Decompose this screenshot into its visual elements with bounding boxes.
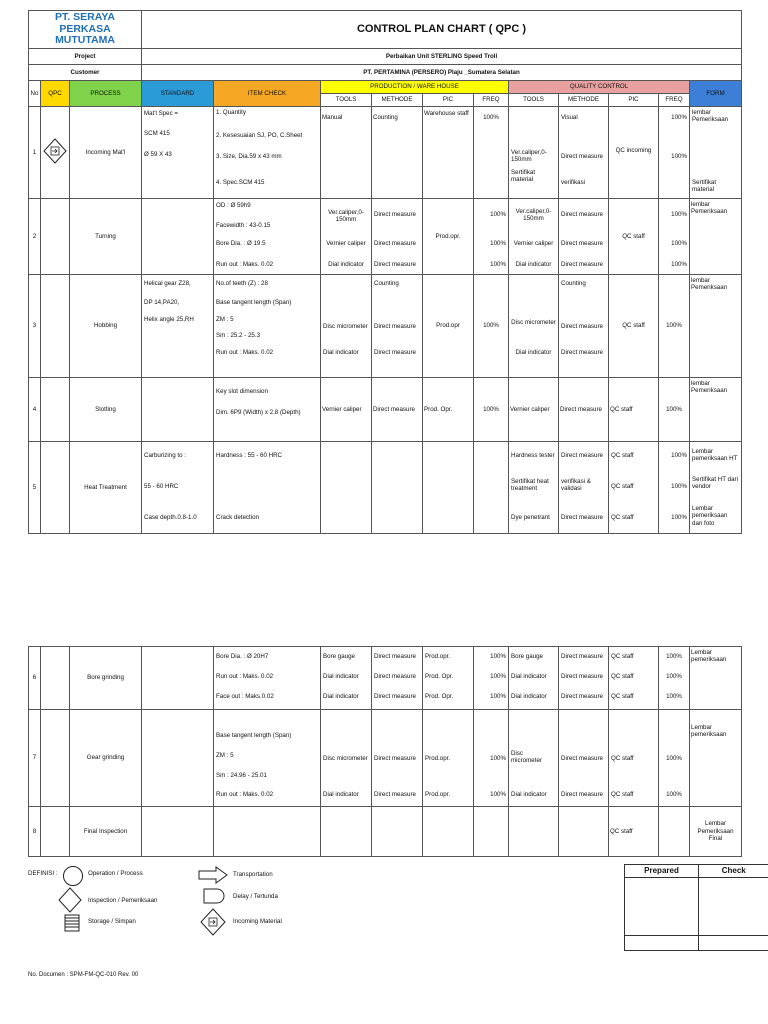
control-plan-table-bottom bbox=[28, 646, 742, 857]
project-value: Perbaikan Unit STERLING Speed Troll bbox=[142, 49, 742, 65]
transportation-arrow-icon bbox=[198, 866, 228, 884]
customer-label: Customer bbox=[29, 65, 142, 81]
document-number: No. Documen : SPM-FM-QC-010 Rev. 00 bbox=[28, 972, 139, 978]
col-form: FORM bbox=[690, 81, 742, 107]
table-row: 5 Heat Treatment Carburizing to : 55 - 60 HRC Case depth.0.8-1.0 Hardness : 55 - 60 HRC Crack detection Hardness tester Sertifikat heat treatment Dye penetrant Direct measure verifikasi & validasi Direct measure QC staff QC staff QC staff 100% 100% 100% Lembar pemeriksaan HT Sertifikat HT dari vendor Lembar pemeriksaan dan foto bbox=[29, 442, 742, 534]
incoming-material-icon bbox=[200, 908, 226, 936]
table-row: 4 Slotting Key slot dimension Dim. 6P9 (Width) x 2.8 (Depth) Vernier caliper Direct measure Prod. Opr. 100% Vernier caliper Direct measure QC staff 100% lembar Pemeriksaan bbox=[29, 378, 742, 442]
col-production: PRODUCTION / WARE HOUSE bbox=[321, 81, 509, 94]
company-logo-text: PT. SERAYA PERKASA MUTUTAMA bbox=[29, 11, 142, 49]
prepared-signature-area bbox=[625, 878, 699, 936]
col-qpc: QPC bbox=[41, 81, 70, 107]
table-row: 6 Bore grinding Bore Dia. : Ø 20H7 Run out : Maks. 0.02 Face out : Maks.0.02 Bore gauge Dial indicator Dial indicator Direct measure Direct measure Direct measure Prod.opr. Prod. Opr. Prod. Opr. 100% 100% 100% Bore gauge Dial indicator Dial indicator Direct measure Direct measure Direct measure QC staff QC staff QC staff 100% 100% 100% Lembar pemeriksaan bbox=[29, 647, 742, 710]
col-q-methode: METHODE bbox=[559, 94, 609, 107]
col-p-freq: FREQ bbox=[474, 94, 509, 107]
col-p-tools: TOOLS bbox=[321, 94, 372, 107]
table-row: 7 Gear grinding Base tangent length (Span) ZM : 5 Sm : 24.96 - 25.01 Run out : Maks. 0.02 Disc micrometer Dial indicator Direct measure Direct measure Prod.opr. Prod.opr. 100% 100% Disc micrometer Dial indicator Direct measure Direct measure QC staff QC staff 100% 100% Lembar pemeriksaan bbox=[29, 710, 742, 807]
inspection-diamond-icon bbox=[58, 887, 82, 913]
customer-value: PT. PERTAMINA (PERSERO) Plaju _Sumatera Selatan bbox=[142, 65, 742, 81]
col-standard: STANDARD bbox=[142, 81, 214, 107]
col-no: No bbox=[29, 81, 41, 107]
operation-circle-icon bbox=[62, 865, 84, 887]
delay-d-icon bbox=[203, 888, 227, 904]
col-p-methode: METHODE bbox=[372, 94, 423, 107]
prepared-name-area bbox=[625, 936, 699, 951]
col-q-freq: FREQ bbox=[659, 94, 690, 107]
col-q-pic: PIC bbox=[609, 94, 659, 107]
table-row: 8 Final Inspection QC staff Lembar Pemeriksaan Final bbox=[29, 807, 742, 857]
table-row: 3 Hobbing Helical gear Z28, DP 14,PA20, Helix angle 25,RH No.of teeth (Z) : 28 Base tangent length (Span) ZM : 5 Sm : 25.2 - 25.3 Run out : Maks. 0.02 Disc micrometer Dial indicator Counting Direct measure Direct measure Prod.opr 100% Disc micrometer Dial indicator Counting Direct measure Direct measure QC staff 100% lembar Pemeriksaan bbox=[29, 275, 742, 378]
col-quality: QUALITY CONTROL bbox=[509, 81, 690, 94]
col-p-pic: PIC bbox=[423, 94, 474, 107]
col-q-tools: TOOLS bbox=[509, 94, 559, 107]
table-row: 2 Turning OD : Ø 59h9 Facewidth : 43-0.15 Bore Dia. : Ø 19.5 Run out : Maks. 0.02 Ver.caliper,0-150mm Vernier caliper Dial indicator Direct measure Direct measure Direct measure Prod.opr. 100% 100% 100% Ver.caliper,0-150mm Vernier caliper Dial indicator Direct measure Direct measure Direct measure QC staff 100% 100% 100% lembar Pemeriksaan bbox=[29, 199, 742, 275]
storage-stack-icon bbox=[64, 914, 80, 932]
signature-box bbox=[624, 864, 768, 951]
prepared-label: Prepared bbox=[625, 865, 699, 878]
checked-name-area bbox=[699, 936, 768, 951]
incoming-material-symbol-icon bbox=[41, 107, 70, 199]
col-process: PROCESS bbox=[70, 81, 142, 107]
checked-signature-area bbox=[699, 878, 768, 936]
legend-title: DEFINISI : bbox=[28, 870, 58, 877]
project-label: Project bbox=[29, 49, 142, 65]
control-plan-table-top bbox=[28, 10, 742, 534]
col-item-check: ITEM CHECK bbox=[214, 81, 321, 107]
page-title: CONTROL PLAN CHART ( QPC ) bbox=[142, 11, 742, 49]
checked-label: Check bbox=[699, 865, 768, 878]
table-row: 1 Incoming Mat'l Mat'l Spec = SCM 415 Ø 59 X 43 1. Quantity 2. Kesesuaian SJ, PO, C.Sheet 3. Size, Dia.59 x 43 mm 4. Spec.SCM 415 Manual Counting Warehouse staff 100% Ver.caliper,0-150mm Sertifikat material Visual Direct measure verifikasi QC incoming 100% 100% lembar Pemeriksaan Sertifikat material bbox=[29, 107, 742, 199]
